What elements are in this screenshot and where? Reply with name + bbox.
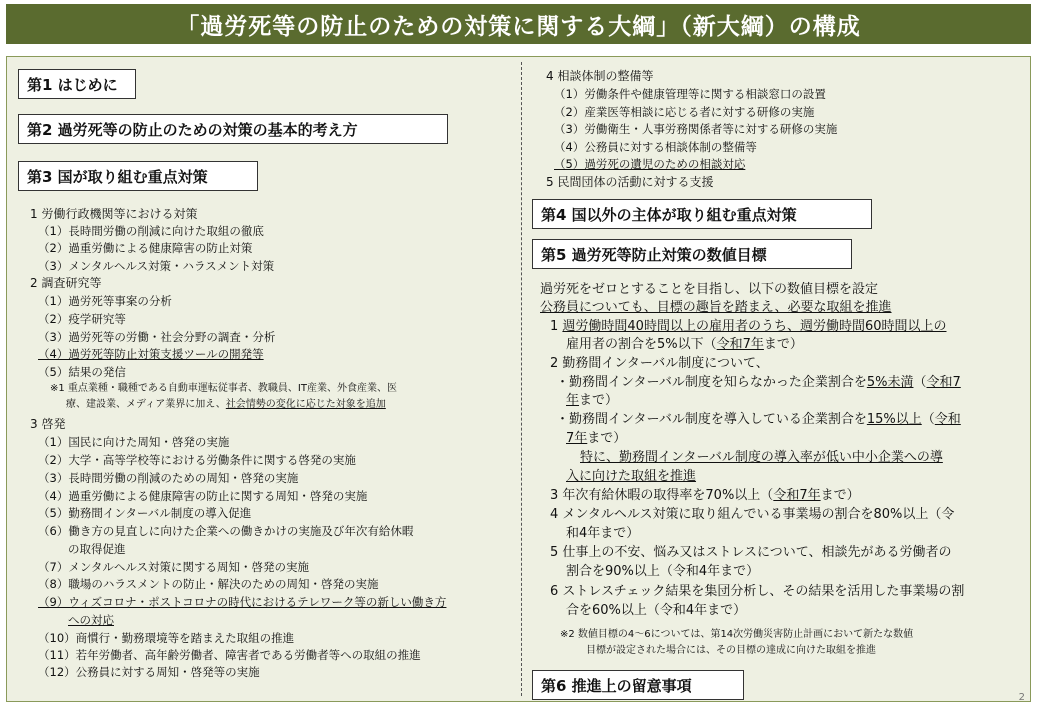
target-5-cont: 割合を90%以上（令和4年まで）: [566, 564, 760, 579]
list-item: （6）働き方の見直しに向けた企業への働きかけの実施及び年次有給休暇: [38, 524, 414, 538]
target-2c-cont: 入に向けた取組を推進: [566, 469, 697, 484]
note-text-underlined: 社会情勢の変化に応じた対象を追加: [225, 399, 386, 410]
target-text: 7年: [566, 431, 588, 446]
target-text: 15%以上: [866, 412, 922, 427]
target-text: まで）: [587, 431, 627, 446]
target-text: ・勤務間インターバル制度を導入している企業割合を: [556, 412, 867, 427]
list-item: （4）過労死等防止対策支援ツールの開発等: [38, 347, 264, 361]
list-item: （3）メンタルヘルス対策・ハラスメント対策: [38, 259, 275, 273]
note-1-cont: [66, 398, 386, 412]
heading-3: 第3 国が取り組む重点対策: [18, 161, 258, 191]
section-3-label: 3 啓発: [30, 417, 66, 431]
column-divider: [521, 62, 522, 696]
target-2c: 特に、勤務間インターバル制度の導入率が低い中小企業への導: [580, 450, 943, 465]
list-item: （2）過重労働による健康障害の防止対策: [38, 241, 253, 255]
target-text: 雇用者の割合を5%以下（: [566, 337, 717, 352]
list-item: （2）疫学研究等: [38, 312, 126, 326]
target-2a: [556, 374, 961, 392]
list-item: （2）大学・高等学校等における労働条件に関する啓発の実施: [38, 453, 356, 467]
note-2-cont: 目標が設定された場合には、その目標の達成に向けた取組を推進: [586, 645, 876, 656]
list-item: （3）労働衛生・人事労務関係者等に対する研修の実施: [554, 122, 838, 136]
list-item: （10）商慣行・勤務環境等を踏まえた取組の推進: [38, 631, 295, 645]
target-2: 2 勤務間インターバル制度について、: [550, 356, 769, 371]
list-item: （5）結果の発信: [38, 365, 126, 379]
target-text: 令和7年: [716, 337, 764, 352]
section-1-label: 1 労働行政機関等における対策: [30, 207, 198, 221]
heading-1: 第1 はじめに: [18, 69, 136, 99]
target-6: 6 ストレスチェック結果を集団分析し、その結果を活用した事業場の割: [550, 584, 965, 599]
list-item-cont: の取得促進: [68, 542, 126, 556]
heading-6: 第6 推進上の留意事項: [532, 670, 744, 700]
list-item: （2）産業医等相談に応じる者に対する研修の実施: [554, 105, 815, 119]
list-item: （1）過労死等事案の分析: [38, 294, 172, 308]
target-2b-cont: [566, 430, 626, 448]
section-4-label: 4 相談体制の整備等: [546, 69, 654, 83]
target-4-cont: 和4年まで）: [566, 526, 640, 541]
note-1: ※1 重点業種・職種である自動車運転従事者、教職員、IT産業、外食産業、医: [50, 383, 397, 394]
target-text: 5%未満: [866, 375, 914, 390]
heading-4: 第4 国以外の主体が取り組む重点対策: [532, 199, 872, 229]
target-text: ・勤務間インターバル制度を知らなかった企業割合を: [556, 375, 867, 390]
list-item: （7）メンタルヘルス対策に関する周知・啓発の実施: [38, 560, 310, 574]
target-4: 4 メンタルヘルス対策に取り組んでいる事業場の割合を80%以上（令: [550, 507, 955, 522]
target-text: まで）: [820, 488, 860, 503]
page-title: 「過労死等の防止のための対策に関する大綱」（新大綱）の構成: [6, 4, 1031, 44]
target-2a-cont: [566, 392, 618, 410]
note-2: ※2 数値目標の4～6については、第14次労働災害防止計画において新たな数値: [560, 629, 914, 640]
list-item: （5）勤務間インターバル制度の導入促進: [38, 506, 252, 520]
target-number: 1: [550, 319, 563, 334]
section-2-label: 2 調査研究等: [30, 276, 102, 290]
target-2b: [556, 411, 961, 429]
list-item: （1）長時間労働の削減に向けた取組の徹底: [38, 224, 264, 238]
list-item: （11）若年労働者、高年齢労働者、障害者である労働者等への取組の推進: [38, 648, 421, 662]
list-item: （3）長時間労働の削減のための周知・啓発の実施: [38, 471, 299, 485]
target-1: [550, 318, 947, 336]
targets-intro-public: 公務員についても、目標の趣旨を踏まえ、必要な取組を推進: [540, 300, 892, 315]
heading-2: 第2 過労死等の防止のための対策の基本的考え方: [18, 114, 448, 144]
target-text: 令和7: [926, 375, 961, 390]
list-item: （1）国民に向けた周知・啓発の実施: [38, 435, 230, 449]
list-item: （5）過労死の遺児のための相談対応: [554, 157, 746, 171]
target-5: 5 仕事上の不安、悩み又はストレスについて、相談先がある労働者の: [550, 545, 952, 560]
list-item-cont: への対応: [68, 613, 114, 627]
list-item: （4）公務員に対する相談体制の整備等: [554, 140, 757, 154]
list-item: （1）労働条件や健康管理等に関する相談窓口の設置: [554, 87, 826, 101]
list-item: （3）過労死等の労働・社会分野の調査・分析: [38, 330, 276, 344]
list-item: （12）公務員に対する周知・啓発等の実施: [38, 665, 260, 679]
target-text: 令和7年: [773, 488, 821, 503]
list-item: （4）過重労働による健康障害の防止に関する周知・啓発の実施: [38, 489, 368, 503]
target-text: まで）: [763, 337, 803, 352]
target-text: （: [913, 375, 927, 390]
target-text: 週労働時間40時間以上の雇用者のうち、週労働時間60時間以上の: [562, 319, 947, 334]
heading-5: 第5 過労死等防止対策の数値目標: [532, 239, 852, 269]
list-item: （8）職場のハラスメントの防止・解決のための周知・啓発の実施: [38, 577, 379, 591]
list-item: （9）ウィズコロナ・ポストコロナの時代におけるテレワーク等の新しい働き方: [38, 595, 447, 609]
target-6-cont: 合を60%以上（令和4年まで）: [566, 603, 747, 618]
target-3: [550, 487, 860, 505]
target-text: 年: [566, 393, 580, 408]
target-1-cont: [566, 336, 803, 354]
target-text: まで）: [579, 393, 619, 408]
page-number: 2: [1018, 692, 1025, 703]
section-5-label: 5 民間団体の活動に対する支援: [546, 175, 714, 189]
target-text: （: [921, 412, 935, 427]
note-text: 療、建設業、メディア業界に加え、: [66, 399, 226, 410]
targets-intro: 過労死をゼロとすることを目指し、以下の数値目標を設定: [540, 282, 879, 297]
target-text: 令和: [934, 412, 961, 427]
target-text: 3 年次有給休暇の取得率を70%以上（: [550, 488, 774, 503]
